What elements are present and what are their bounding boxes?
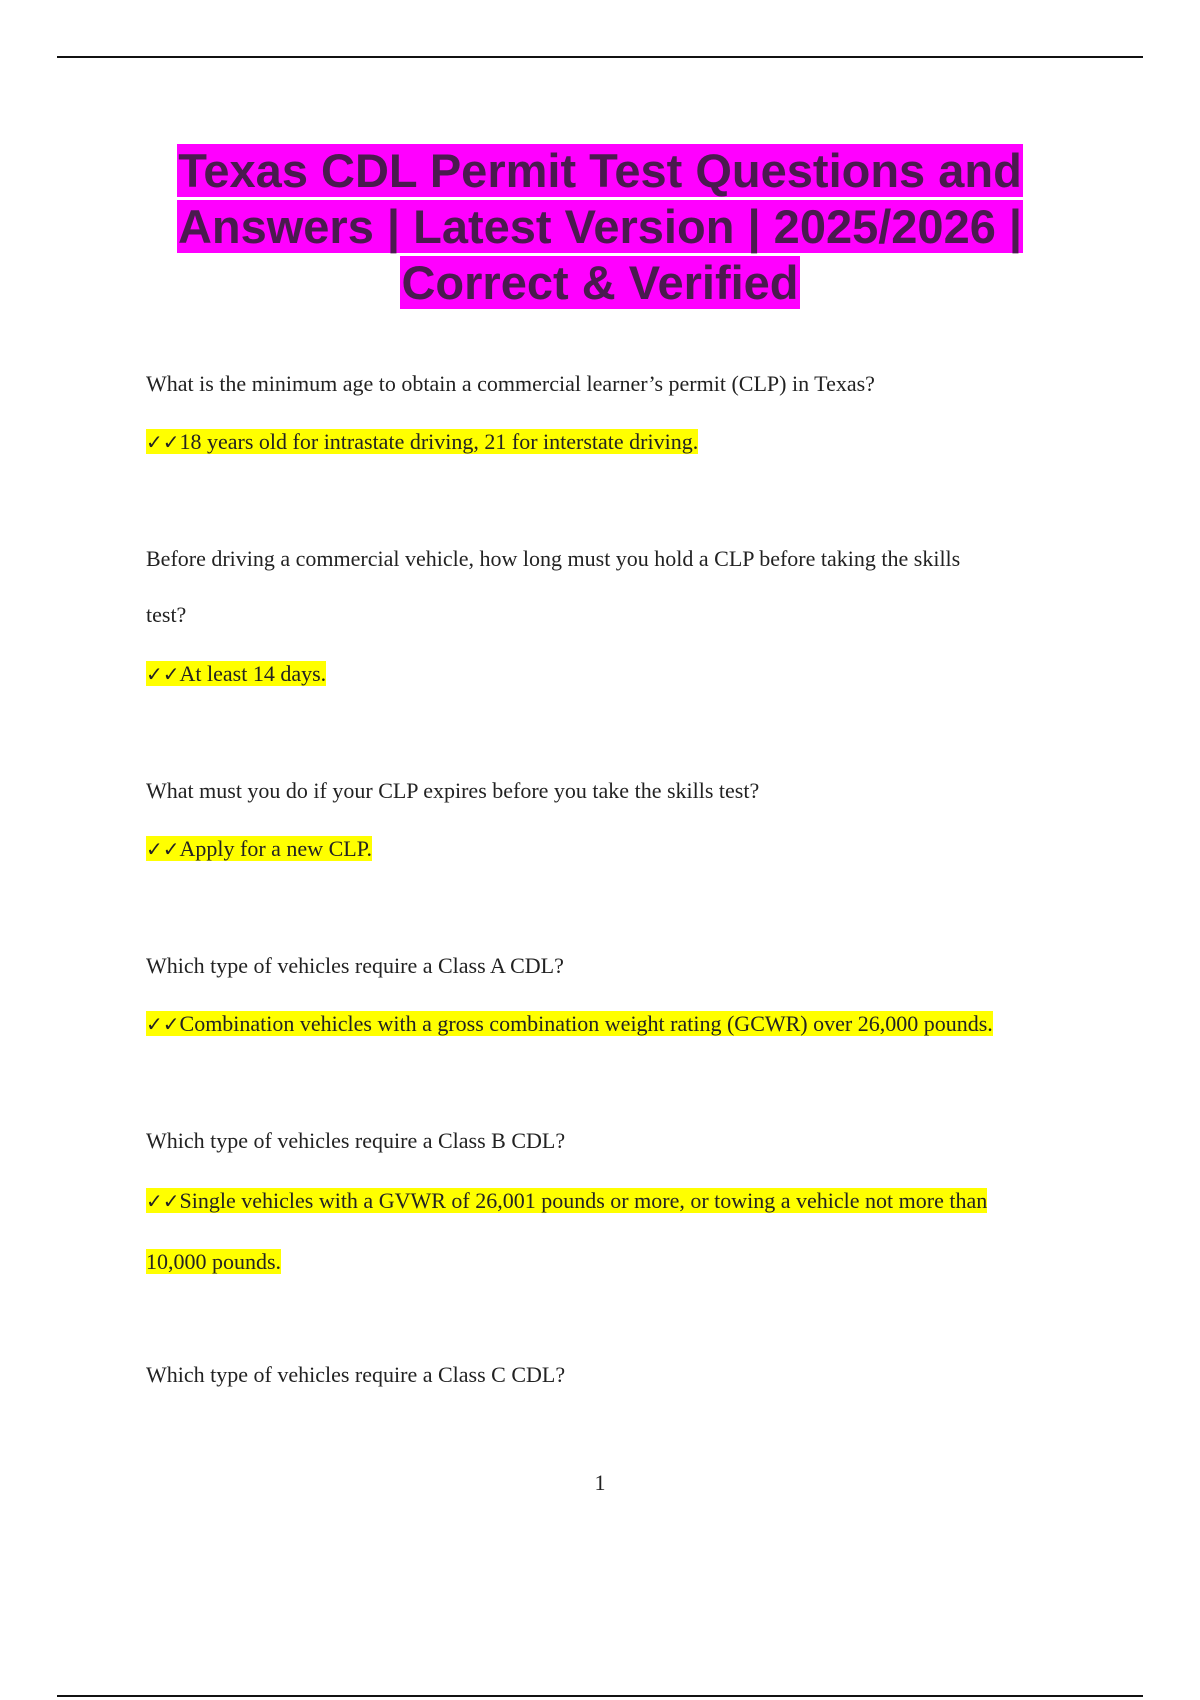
document-title [0,143,1200,311]
check-icon: ✓✓ [146,1012,180,1036]
question-5: Which type of vehicles require a Class B CDL? [146,1128,566,1153]
question-4: Which type of vehicles require a Class A CDL? [146,953,564,978]
answer-1 [146,413,1086,471]
title-line-1: Texas CDL Permit Test Questions and [178,144,1022,197]
check-icon: ✓✓ [146,430,180,454]
answer-text: Single vehicles with a GVWR of 26,001 pounds or more, or towing a vehicle not more than [179,1188,988,1213]
title-line-3: Correct & Verified [401,256,799,309]
top-rule [57,56,1143,58]
answer-text: Combination vehicles with a gross combination weight rating (GCWR) over 26,000 pounds. [179,1011,993,1036]
answer-text: 18 years old for intrastate driving, 21 for interstate driving. [179,429,699,454]
answer-2 [146,645,1086,703]
question-1: What is the minimum age to obtain a commercial learner’s permit (CLP) in Texas? [146,371,875,396]
bottom-rule [57,1695,1143,1697]
answer-5-line-2 [146,1233,1086,1290]
answer-4 [146,995,1086,1053]
check-icon: ✓✓ [146,662,180,686]
question-2-line-1: Before driving a commercial vehicle, how long must you hold a CLP before taking the skills [146,546,961,571]
answer-text: Apply for a new CLP. [179,836,372,861]
check-icon: ✓✓ [146,837,180,861]
answer-3 [146,820,1086,878]
answer-5-line-1 [146,1172,1086,1230]
title-line-2: Answers | Latest Version | 2025/2026 | [177,200,1023,253]
question-6: Which type of vehicles require a Class C CDL? [146,1362,566,1387]
answer-text: 10,000 pounds. [146,1249,282,1274]
page-number: 1 [594,1470,606,1495]
answer-text: At least 14 days. [179,661,327,686]
question-2-line-2: test? [146,602,187,627]
check-icon: ✓✓ [146,1189,180,1213]
question-3: What must you do if your CLP expires before you take the skills test? [146,778,760,803]
